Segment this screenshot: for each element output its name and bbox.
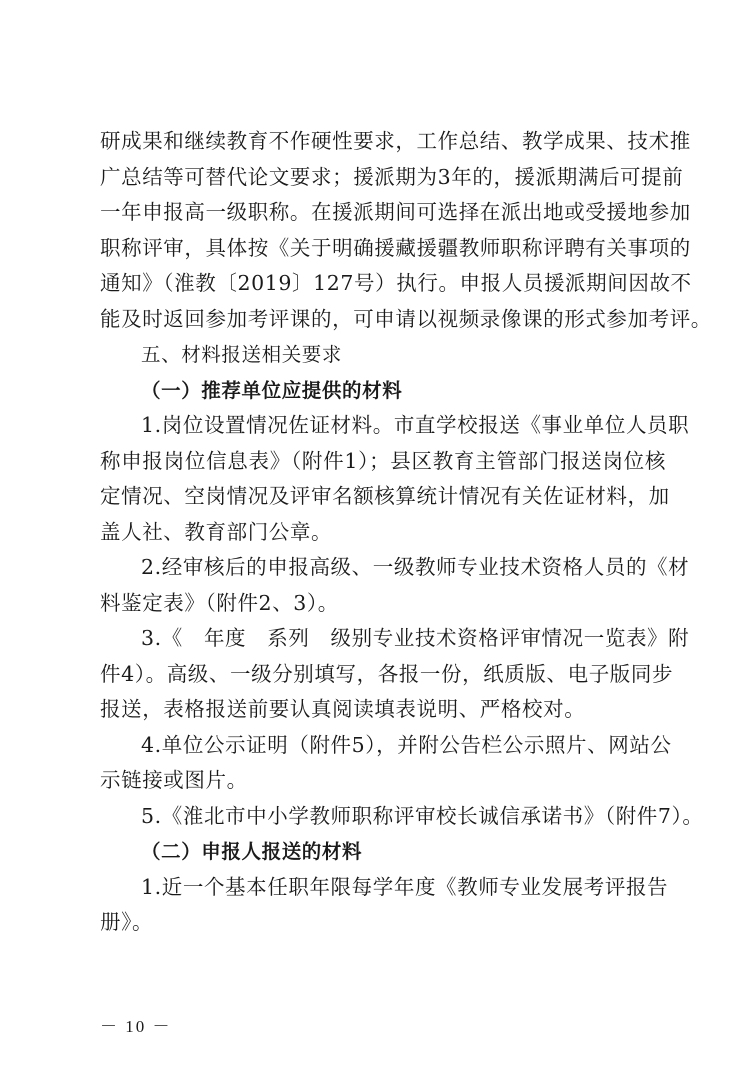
list-item-5-line: 5.《淮北市中小学教师职称评审校长诚信承诺书》（附件7）。 (141, 803, 704, 828)
list-item-4-line: 示链接或图片。 (100, 768, 248, 792)
list-item-1-line: 定情况、空岗情况及评审名额核算统计情况有关佐证材料，加 (100, 484, 670, 508)
list-item-3-line: 报送，表格报送前要认真阅读填表说明、严格校对。 (100, 697, 586, 721)
list-item-2-line: 料鉴定表》（附件2、3）。 (100, 590, 339, 615)
list-item-1-line: 盖人社、教育部门公章。 (100, 519, 333, 544)
list-item-3-line: 件4）。高级、一级分别填写，各报一份，纸质版、电子版同步 (100, 661, 674, 686)
paragraph-line: 能及时返回参加考评课的，可申请以视频录像课的形式参加考评。 (100, 306, 712, 331)
paragraph-line: 一年申报高一级职称。在援派期间可选择在派出地或受援地参加 (100, 200, 691, 224)
applicant-item-1-line: 1.近一个基本任职年限每学年度《教师专业发展考评报告 (141, 874, 669, 899)
list-item-1-line: 称申报岗位信息表》（附件1）；县区教育主管部门报送岗位核 (100, 448, 666, 473)
list-item-4-line: 4.单位公示证明（附件5），并附公告栏公示照片、网站公 (141, 732, 672, 757)
paragraph-line: 职称评审，具体按《关于明确援藏援疆教师职称评聘有关事项的 (100, 235, 691, 260)
subsection-heading: （二）申报人报送的材料 (141, 840, 363, 863)
applicant-item-1-line: 册》。 (100, 910, 154, 934)
section-heading: 五、材料报送相关要求 (141, 343, 343, 366)
list-item-2-line: 2.经审核后的申报高级、一级教师专业技术资格人员的《材 (141, 555, 690, 579)
list-item-1-line: 1.岗位设置情况佐证材料。市直学校报送《事业单位人员职 (141, 413, 690, 437)
subsection-heading: （一）推荐单位应提供的材料 (141, 378, 403, 402)
paragraph-line: 通知》（淮教〔2019〕127号）执行。申报人员援派期间因故不 (100, 271, 692, 295)
paragraph-line: 广总结等可替代论文要求；援派期为3年的，援派期满后可提前 (100, 164, 684, 189)
document-body (100, 124, 712, 941)
list-item-3-line: 3.《 年度 系列 级别专业技术资格评审情况一览表》附 (141, 626, 690, 650)
page-number: － 10 － (100, 1017, 172, 1036)
paragraph-line: 研成果和继续教育不作硬性要求，工作总结、教学成果、技术推 (100, 129, 691, 153)
